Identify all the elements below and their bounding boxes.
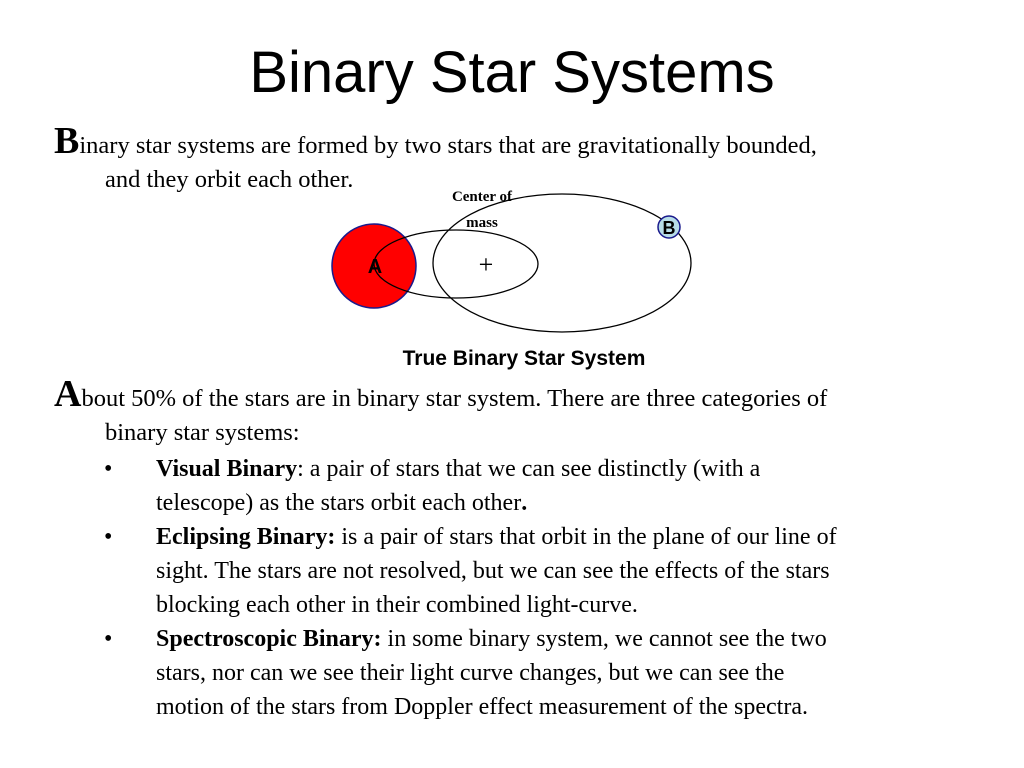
- star-a-label: A: [367, 256, 383, 278]
- list-item-visual-binary: [0, 452, 1024, 520]
- term-spectroscopic-binary: Spectroscopic Binary:: [156, 626, 382, 652]
- list-item-eclipsing-binary: [0, 520, 1024, 622]
- about-dropcap: A: [54, 373, 82, 415]
- intro-text-1: inary star systems are formed by two stars that are gravitationally bounded,: [79, 132, 817, 159]
- intro-line-2: and they orbit each other.: [105, 166, 354, 193]
- about-line-2: binary star systems:: [105, 419, 300, 446]
- slide-title: Binary Star Systems: [249, 40, 775, 105]
- bullet-dot: •: [104, 524, 113, 550]
- desc-visual-binary-1: : a pair of stars that we can see distinctly (with a: [297, 456, 761, 482]
- term-visual-binary: Visual Binary: [156, 456, 298, 482]
- bullet-dot: •: [104, 626, 113, 652]
- desc-eclipsing-binary-2: sight. The stars are not resolved, but we can see the effects of the stars: [156, 558, 830, 584]
- bullet-dot: •: [104, 456, 113, 482]
- list-item-spectroscopic-binary: [0, 622, 1024, 724]
- term-eclipsing-binary: Eclipsing Binary:: [156, 524, 336, 550]
- desc-spectroscopic-binary-3: motion of the stars from Doppler effect measurement of the spectra.: [156, 694, 808, 720]
- desc-visual-binary-2: telescope) as the stars orbit each other: [156, 490, 522, 516]
- desc-eclipsing-binary-3: blocking each other in their combined light-curve.: [156, 592, 638, 618]
- about-line-1: [54, 373, 974, 416]
- desc-spectroscopic-binary-2: stars, nor can we see their light curve changes, but we can see the: [156, 660, 785, 686]
- about-paragraph: [54, 373, 974, 450]
- categories-list: [0, 452, 1024, 724]
- desc-visual-binary-period: .: [521, 490, 528, 516]
- center-of-mass-label-2: mass: [466, 215, 498, 231]
- diagram-caption: True Binary Star System: [402, 347, 646, 370]
- about-text-1: bout 50% of the stars are in binary star system. There are three categories of: [81, 385, 828, 412]
- desc-eclipsing-binary-1: is a pair of stars that orbit in the plane of our line of: [335, 524, 837, 550]
- star-b-label: B: [662, 218, 676, 238]
- center-of-mass-label-1: Center of: [451, 189, 513, 205]
- intro-line-1: [54, 120, 974, 163]
- intro-dropcap: B: [54, 120, 80, 162]
- desc-spectroscopic-binary-1: in some binary system, we cannot see the two: [381, 626, 827, 652]
- center-of-mass-marker: +: [478, 250, 494, 279]
